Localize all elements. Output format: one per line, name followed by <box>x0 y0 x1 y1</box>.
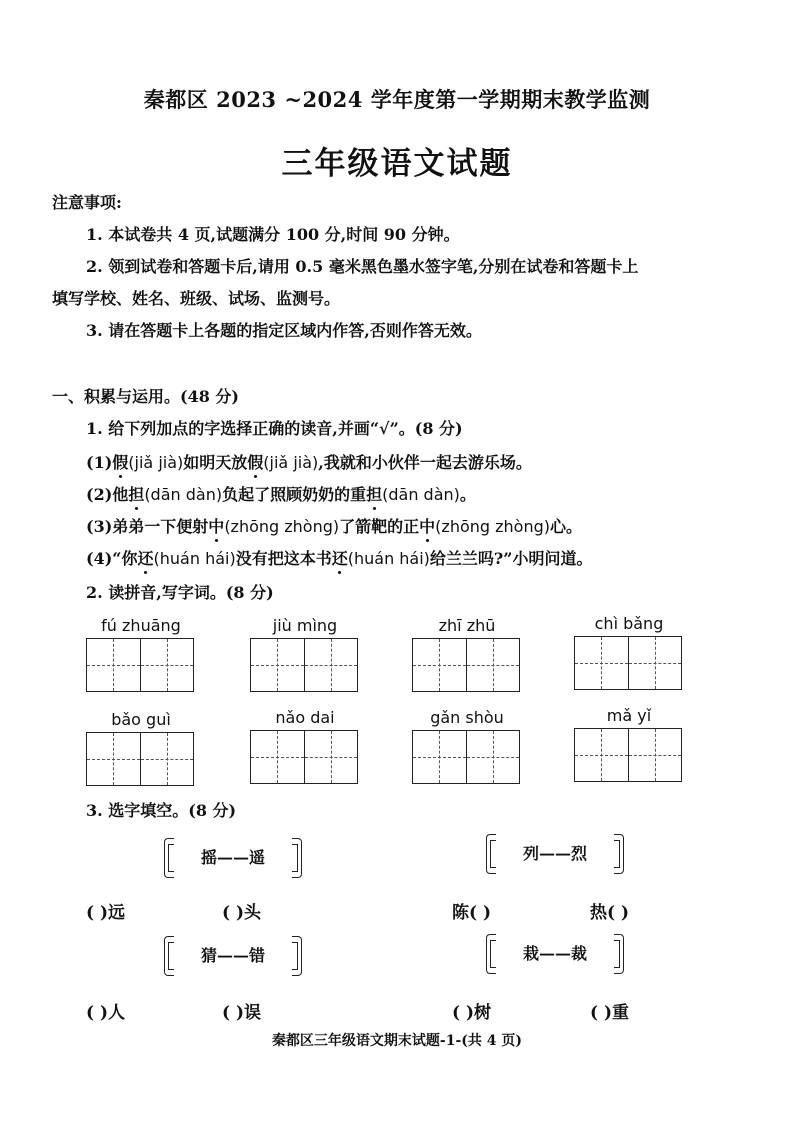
pinyin-label: gǎn shòu <box>430 708 504 727</box>
sentence-text: ,我就和小伙伴一起去游乐场。 <box>318 453 532 472</box>
sentence-text: 没有把这本书 <box>235 549 332 568</box>
pinyin-options[interactable]: (dān dàn) <box>382 485 460 504</box>
page-title: 三年级语文试题 <box>281 146 513 182</box>
q1-item-3 <box>86 514 582 537</box>
word-choice-text: 猜——错 <box>200 946 265 965</box>
fill-blank[interactable]: ( )头 <box>222 903 262 923</box>
fill-blank[interactable]: 热( ) <box>590 903 630 923</box>
q1-prompt: 1. 给下列加点的字选择正确的读音,并画“√”。(8 分) <box>86 419 463 438</box>
pinyin-label: zhī zhū <box>438 616 496 635</box>
fill-blank[interactable]: ( )误 <box>222 1003 262 1023</box>
writing-grid[interactable] <box>86 638 194 692</box>
word-choice-text: 列——烈 <box>522 844 587 863</box>
page-footer: 秦都区三年级语文期末试题-1-(共 4 页) <box>271 1033 523 1049</box>
dotted-char: 还 <box>137 549 154 568</box>
sentence-text: “你 <box>112 549 138 568</box>
fill-blank[interactable]: ( )远 <box>86 903 126 923</box>
writing-grid[interactable] <box>574 728 682 782</box>
q1-item-1 <box>86 450 532 473</box>
pinyin-options[interactable]: (jiǎ jià) <box>263 453 319 472</box>
sentence-text: 。 <box>459 485 476 504</box>
item-number: (2) <box>86 485 113 504</box>
dotted-char: 中 <box>208 517 225 536</box>
item-number: (3) <box>86 517 113 536</box>
sentence-text: 了箭靶的正 <box>339 517 420 536</box>
q3-prompt: 3. 选字填空。(8 分) <box>86 801 237 820</box>
notice-item-2: 2. 领到试卷和答题卡后,请用 0.5 毫米黑色墨水签字笔,分别在试卷和答题卡上 <box>86 257 639 276</box>
sentence-text: 他 <box>112 485 129 504</box>
sentence-text: 给兰兰吗?”小明问道。 <box>429 549 593 568</box>
pinyin-label: jiù mìng <box>272 616 338 635</box>
pinyin-options[interactable]: (dān dàn) <box>144 485 223 504</box>
writing-grid[interactable] <box>86 732 194 786</box>
pinyin-options[interactable]: (jiǎ jià) <box>128 453 184 472</box>
writing-grid[interactable] <box>250 638 358 692</box>
pinyin-label: fú zhuāng <box>101 616 181 635</box>
dotted-char: 还 <box>331 549 348 568</box>
notice-heading: 注意事项: <box>52 193 122 212</box>
dotted-char: 担 <box>128 485 145 504</box>
pinyin-label: mǎ yǐ <box>606 706 652 725</box>
dotted-char: 担 <box>366 485 383 504</box>
notice-item-2-cont: 填写学校、姓名、班级、试场、监测号。 <box>52 289 341 308</box>
fill-blank[interactable]: ( )树 <box>452 1003 492 1023</box>
fill-blank[interactable]: 陈( ) <box>452 903 492 923</box>
sentence-text: 如明天放 <box>183 453 248 472</box>
q2-prompt: 2. 读拼音,写字词。(8 分) <box>86 583 274 602</box>
q1-item-4 <box>86 546 593 569</box>
pinyin-label: chì bǎng <box>594 614 664 633</box>
pinyin-options[interactable]: (huán hái) <box>153 549 236 568</box>
dotted-char: 中 <box>419 517 436 536</box>
exam-header: 秦都区 2023 ~2024 学年度第一学期期末教学监测 <box>143 87 651 112</box>
word-choice-box <box>486 834 624 874</box>
item-number: (4) <box>86 549 113 568</box>
word-choice-text: 摇——遥 <box>200 848 265 867</box>
writing-grid[interactable] <box>574 636 682 690</box>
notice-item-3: 3. 请在答题卡上各题的指定区域内作答,否则作答无效。 <box>86 321 482 340</box>
sentence-text: 弟弟一下便射 <box>112 517 209 536</box>
pinyin-label: nǎo dai <box>275 708 335 727</box>
pinyin-label: bǎo guì <box>111 710 171 729</box>
dotted-char: 假 <box>112 453 129 472</box>
writing-grid[interactable] <box>250 730 358 784</box>
writing-grid[interactable] <box>412 730 520 784</box>
item-number: (1) <box>86 453 113 472</box>
section1-title: 一、积累与运用。(48 分) <box>52 387 239 406</box>
pinyin-options[interactable]: (zhōng zhòng) <box>224 517 340 536</box>
pinyin-options[interactable]: (zhōng zhòng) <box>435 517 550 536</box>
sentence-text: 心。 <box>550 517 583 536</box>
word-choice-text: 栽——裁 <box>522 944 587 963</box>
pinyin-options[interactable]: (huán hái) <box>347 549 430 568</box>
word-choice-box <box>164 838 302 878</box>
q1-item-2 <box>86 482 476 505</box>
word-choice-box <box>486 934 624 974</box>
notice-item-1: 1. 本试卷共 4 页,试题满分 100 分,时间 90 分钟。 <box>86 225 460 244</box>
fill-blank[interactable]: ( )人 <box>86 1003 126 1023</box>
word-choice-box <box>164 936 302 976</box>
writing-grid[interactable] <box>412 638 520 692</box>
sentence-text: 负起了照顾奶奶的重 <box>222 485 367 504</box>
dotted-char: 假 <box>247 453 264 472</box>
fill-blank[interactable]: ( )重 <box>590 1003 630 1023</box>
